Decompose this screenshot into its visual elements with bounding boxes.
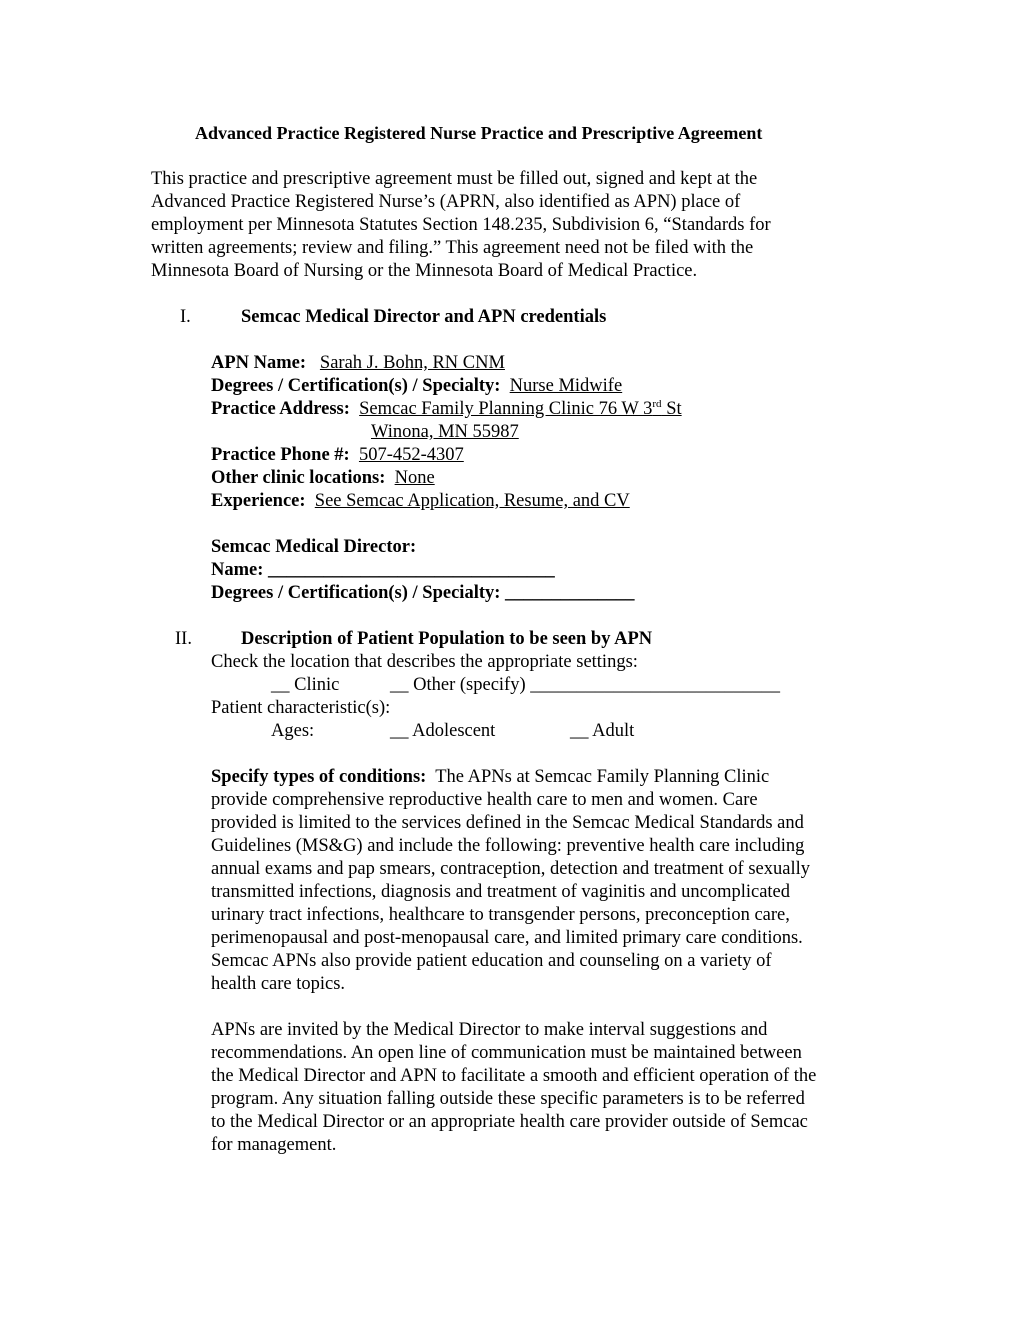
- document-title: Advanced Practice Registered Nurse Practice and Prescriptive Agreement: [195, 123, 763, 143]
- other-locations-value: None: [394, 468, 435, 488]
- experience-row: [211, 490, 630, 513]
- experience-label: Experience:: [211, 491, 306, 511]
- section-1-heading: Semcac Medical Director and APN credentials: [241, 307, 607, 327]
- conditions-line: Guidelines (MS&G) and include the following: preventive health care including: [211, 836, 805, 856]
- apn-name-row: [211, 352, 505, 375]
- degrees-value: Nurse Midwife: [509, 376, 623, 396]
- conditions-line: urinary tract infections, healthcare to transgender persons, preconception care,: [211, 905, 790, 925]
- closing-line: program. Any situation falling outside these specific parameters is to be referred: [211, 1089, 805, 1109]
- closing-line: APNs are invited by the Medical Director to make interval suggestions and: [211, 1020, 768, 1040]
- address-superscript: rd: [652, 397, 662, 410]
- closing-line: to the Medical Director or an appropriate health care provider outside of Semcac: [211, 1112, 808, 1132]
- conditions-first-line: [211, 766, 769, 789]
- address-line-1: [359, 399, 681, 419]
- conditions-line: provide comprehensive reproductive health care to men and women. Care: [211, 790, 758, 810]
- option-other[interactable]: __ Other (specify) ___________________________: [390, 675, 780, 695]
- phone-row: [211, 444, 464, 467]
- option-adolescent[interactable]: __ Adolescent: [390, 721, 496, 741]
- conditions-line: perimenopausal and post-menopausal care, and limited primary care conditions.: [211, 928, 803, 948]
- ages-label: Ages:: [271, 721, 315, 741]
- other-locations-row: [211, 467, 435, 490]
- conditions-line: provided is limited to the services defined in the Semcac Medical Standards and: [211, 813, 804, 833]
- director-degrees-field[interactable]: Degrees / Certification(s) / Specialty: ______________: [211, 583, 635, 603]
- conditions-line: Semcac APNs also provide patient education and counseling on a variety of: [211, 951, 772, 971]
- location-prompt: Check the location that describes the appropriate settings:: [211, 652, 638, 672]
- closing-line: the Medical Director and APN to facilitate a smooth and efficient operation of the: [211, 1066, 817, 1086]
- address-label: Practice Address:: [211, 399, 350, 419]
- closing-line: recommendations. An open line of communication must be maintained between: [211, 1043, 802, 1063]
- address-line-1-text: Semcac Family Planning Clinic 76 W 3: [359, 399, 653, 419]
- patient-characteristics-label: Patient characteristic(s):: [211, 698, 391, 718]
- section-2-heading: Description of Patient Population to be seen by APN: [241, 629, 653, 649]
- address-row: [211, 398, 682, 421]
- director-heading: Semcac Medical Director:: [211, 537, 417, 557]
- conditions-line: health care topics.: [211, 974, 346, 994]
- intro-line: This practice and prescriptive agreement must be filled out, signed and kept at the: [151, 169, 758, 189]
- director-name-field[interactable]: Name: _______________________________: [211, 560, 555, 580]
- conditions-line: transmitted infections, diagnosis and treatment of vaginitis and uncomplicated: [211, 882, 791, 902]
- section-1-numeral: I.: [180, 307, 191, 327]
- closing-line: for management.: [211, 1135, 337, 1155]
- phone-label: Practice Phone #:: [211, 445, 350, 465]
- degrees-label: Degrees / Certification(s) / Specialty:: [211, 376, 501, 396]
- conditions-label: Specify types of conditions:: [211, 767, 427, 787]
- conditions-line: The APNs at Semcac Family Planning Clinic: [435, 767, 770, 787]
- address-line-2: Winona, MN 55987: [371, 422, 519, 442]
- experience-value: See Semcac Application, Resume, and CV: [314, 491, 630, 511]
- intro-line: Minnesota Board of Nursing or the Minnesota Board of Medical Practice.: [151, 261, 698, 281]
- option-adult[interactable]: __ Adult: [570, 721, 635, 741]
- intro-line: Advanced Practice Registered Nurse’s (APRN, also identified as APN) place of: [151, 192, 741, 212]
- intro-line: employment per Minnesota Statutes Section 148.235, Subdivision 6, “Standards for: [151, 215, 771, 235]
- intro-line: written agreements; review and filing.” This agreement need not be filed with the: [151, 238, 754, 258]
- apn-name-value: Sarah J. Bohn, RN CNM: [319, 353, 505, 373]
- address-line-1-end: St: [661, 399, 682, 419]
- degrees-row: [211, 375, 622, 398]
- other-locations-label: Other clinic locations:: [211, 468, 386, 488]
- option-clinic[interactable]: __ Clinic: [271, 675, 340, 695]
- section-2-numeral: II.: [175, 629, 192, 649]
- phone-value: 507-452-4307: [358, 445, 464, 465]
- conditions-line: annual exams and pap smears, contraception, detection and treatment of sexually: [211, 859, 810, 879]
- apn-name-label: APN Name:: [211, 353, 307, 373]
